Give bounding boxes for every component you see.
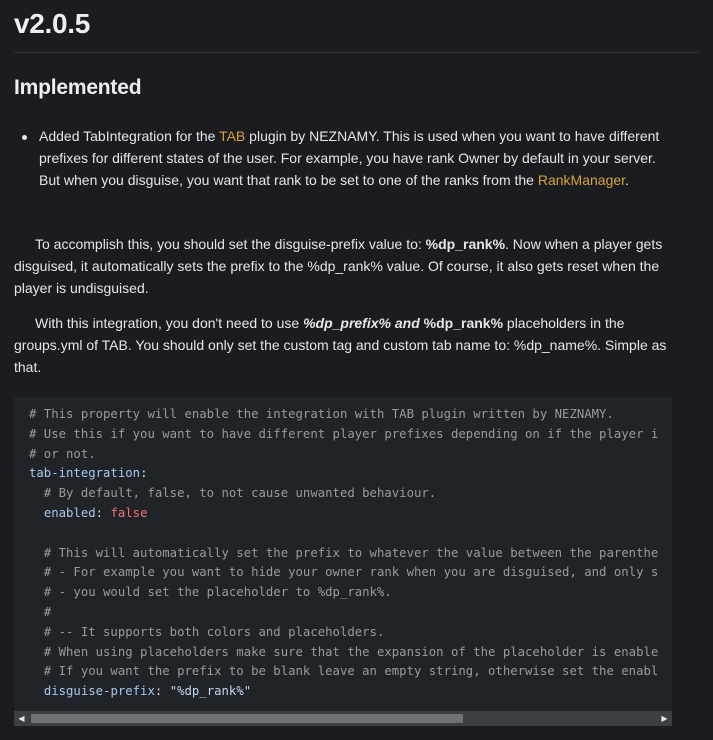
- inline-code: [303, 315, 503, 331]
- list-item: [39, 125, 674, 191]
- section-heading: Implemented: [14, 76, 142, 99]
- list-text-part: plugin by NEZNAMY. This is used when you want to have different prefixes for different states of the user. For example, you have rank Owner by default in your server. But when you disguise, you want that rank to be set to one of the ranks from the: [39, 128, 660, 188]
- inline-code: %dp_rank%: [425, 236, 506, 252]
- code-comment: # By default, false, to not cause unwanted behaviour.: [29, 486, 437, 501]
- code-comment: # - you would set the placeholder to %dp_rank%.: [29, 585, 392, 600]
- heading-divider: [14, 52, 699, 53]
- scroll-thumb[interactable]: [31, 714, 463, 723]
- code-value-false: false: [110, 505, 148, 520]
- inline-code-and: and: [390, 315, 424, 331]
- scroll-right-icon[interactable]: ▶: [661, 714, 668, 723]
- rankmanager-link[interactable]: RankManager: [537, 172, 626, 188]
- code-comment: # -- It supports both colors and placeholders.: [29, 624, 385, 639]
- scroll-left-icon[interactable]: ◀: [18, 714, 25, 723]
- code-comment: #: [29, 604, 52, 619]
- version-heading: v2.0.5: [14, 8, 91, 39]
- paragraph-text: . Now when a player gets disguised, it automatically sets the prefix to the %dp_rank% value. Of course, it also gets reset when the player is undisguised.: [14, 236, 663, 296]
- paragraph-text: To accomplish this, you should set the disguise-prefix value to:: [35, 236, 426, 252]
- code-lines: [29, 405, 658, 702]
- list-text-part: Added TabIntegration for the: [39, 128, 220, 144]
- bullet-icon: [22, 135, 27, 140]
- code-key-disguise-prefix: disguise-prefix: [43, 684, 155, 699]
- yaml-code-block[interactable]: [14, 397, 672, 726]
- code-colon: :: [140, 466, 148, 481]
- inline-code-rank: %dp_rank%: [423, 315, 504, 331]
- inline-code-prefix: %dp_prefix%: [303, 315, 391, 331]
- code-comment: # This property will enable the integration with TAB plugin written by NEZNAMY.: [29, 407, 614, 421]
- code-value-string: "%dp_rank%": [169, 684, 252, 699]
- code-indent: [29, 684, 44, 698]
- code-colon: :: [95, 505, 111, 520]
- code-comment: # When using placeholders make sure that the expansion of the placeholder is enable: [29, 644, 659, 659]
- code-comment: # Use this if you want to have different player prefixes depending on if the player i: [29, 426, 659, 441]
- paragraph-text: With this integration, you don't need to use: [35, 315, 304, 331]
- list-text-part: .: [625, 172, 629, 188]
- paragraph-integration: [14, 312, 674, 378]
- paragraph-accomplish: [14, 233, 674, 299]
- code-comment: # This will automatically set the prefix to whatever the value between the parenthe: [29, 545, 659, 560]
- code-comment: # If you want the prefix to be blank leave an empty string, otherwise set the enabl: [29, 664, 659, 679]
- paragraph-text: placeholders in the groups.yml of TAB. You should only set the custom tag and custom tab name to: %dp_name%. Simple as that.: [14, 315, 667, 375]
- code-comment: # - For example you want to hide your owner rank when you are disguised, and only s: [29, 565, 659, 580]
- code-colon: :: [154, 684, 170, 699]
- code-comment: # or not.: [29, 446, 96, 461]
- horizontal-scrollbar[interactable]: [14, 711, 672, 726]
- code-indent: [29, 506, 44, 520]
- implemented-list: [14, 125, 674, 191]
- code-key-enabled: enabled: [43, 505, 96, 520]
- code-key-tab-integration: tab-integration: [29, 466, 141, 481]
- tab-plugin-link[interactable]: TAB: [219, 128, 246, 144]
